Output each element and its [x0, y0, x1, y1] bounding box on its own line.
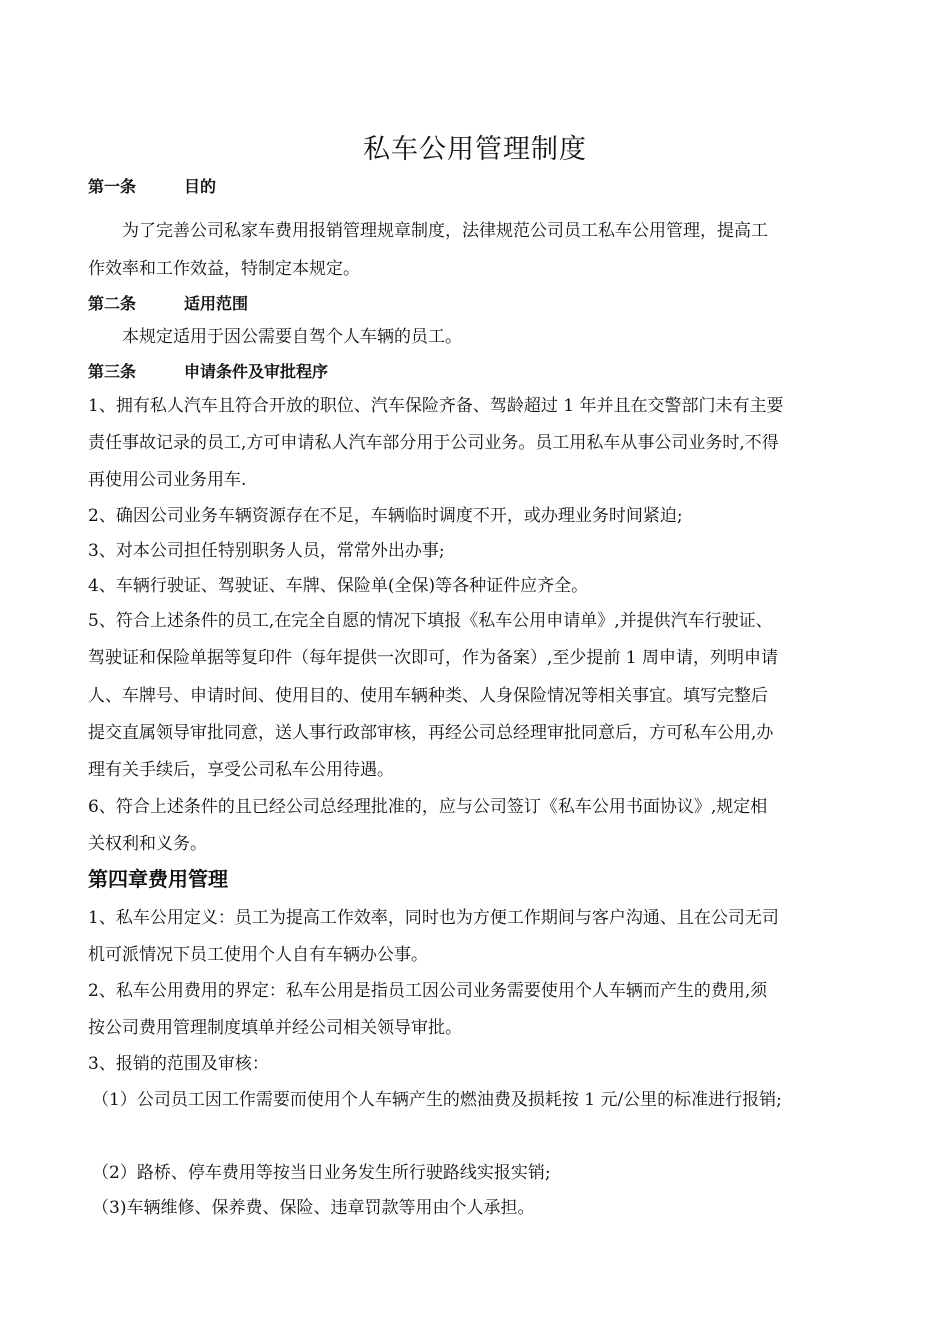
article-3-line: 6、符合上述条件的且已经公司总经理批准的，应与公司签订《私车公用书面协议》,规定相 [88, 797, 768, 817]
chapter-4-heading: 第四章费用管理 [88, 867, 228, 891]
chapter-4-line: 3、报销的范围及审核： [88, 1054, 269, 1074]
article-2-number: 第二条 [88, 294, 137, 313]
article-2-heading [88, 291, 248, 317]
chapter-4-line: 机可派情况下员工使用个人自有车辆办公事。 [88, 945, 428, 965]
chapter-4-line: 按公司费用管理制度填单并经公司相关领导审批。 [88, 1018, 462, 1038]
article-3-line: 再使用公司业务用车. [88, 470, 247, 490]
chapter-4-line: 2、私车公用费用的界定：私车公用是指员工因公司业务需要使用个人车辆而产生的费用,须 [88, 981, 768, 1001]
chapter-4-line: 1、私车公用定义：员工为提高工作效率，同时也为方便工作期间与客户沟通、且在公司无司 [88, 908, 779, 928]
article-3-line: 2、确因公司业务车辆资源存在不足，车辆临时调度不开，或办理业务时间紧迫; [88, 506, 683, 526]
article-3-line: 理有关手续后，享受公司私车公用待遇。 [88, 760, 394, 780]
article-1-line: 作效率和工作效益，特制定本规定。 [88, 259, 360, 279]
chapter-4-line: （2）路桥、停车费用等按当日业务发生所行驶路线实报实销; [92, 1163, 551, 1183]
article-3-line: 提交直属领导审批同意，送人事行政部审核，再经公司总经理审批同意后，方可私车公用,办 [88, 723, 774, 743]
article-3-line: 驾驶证和保险单据等复印件（每年提供一次即可，作为备案）,至少提前 1 周申请，列明申请 [88, 648, 779, 668]
article-3-line: 责任事故记录的员工,方可申请私人汽车部分用于公司业务。员工用私车从事公司业务时,不得 [88, 433, 779, 453]
article-3-name: 申请条件及审批程序 [184, 362, 329, 381]
article-3-line: 4、车辆行驶证、驾驶证、车牌、保险单(全保)等各种证件应齐全。 [88, 576, 589, 596]
article-3-line: 关权利和义务。 [88, 834, 207, 854]
article-1-heading [88, 174, 216, 200]
article-2-name: 适用范围 [184, 294, 249, 313]
article-1-name: 目的 [184, 177, 217, 196]
article-1-line: 为了完善公司私家车费用报销管理规章制度，法律规范公司员工私车公用管理，提高工 [122, 221, 768, 241]
document-title: 私车公用管理制度 [363, 134, 587, 165]
chapter-4-line: （1）公司员工因工作需要而使用个人车辆产生的燃油费及损耗按 1 元/公里的标准进行报销; [92, 1090, 782, 1110]
article-3-line: 5、符合上述条件的员工,在完全自愿的情况下填报《私车公用申请单》,并提供汽车行驶证、 [88, 611, 773, 631]
article-3-line: 3、对本公司担任特别职务人员，常常外出办事; [88, 541, 445, 561]
article-3-number: 第三条 [88, 362, 137, 381]
article-2-line: 本规定适用于因公需要自驾个人车辆的员工。 [122, 327, 462, 347]
article-3-line: 人、车牌号、申请时间、使用目的、使用车辆种类、人身保险情况等相关事宜。填写完整后 [88, 686, 768, 706]
article-1-number: 第一条 [88, 177, 137, 196]
article-3-line: 1、拥有私人汽车且符合开放的职位、汽车保险齐备、驾龄超过 1 年并且在交警部门未有主要 [88, 396, 784, 416]
article-3-heading [88, 359, 328, 385]
chapter-4-line: （3)车辆维修、保养费、保险、违章罚款等用由个人承担。 [92, 1198, 535, 1218]
